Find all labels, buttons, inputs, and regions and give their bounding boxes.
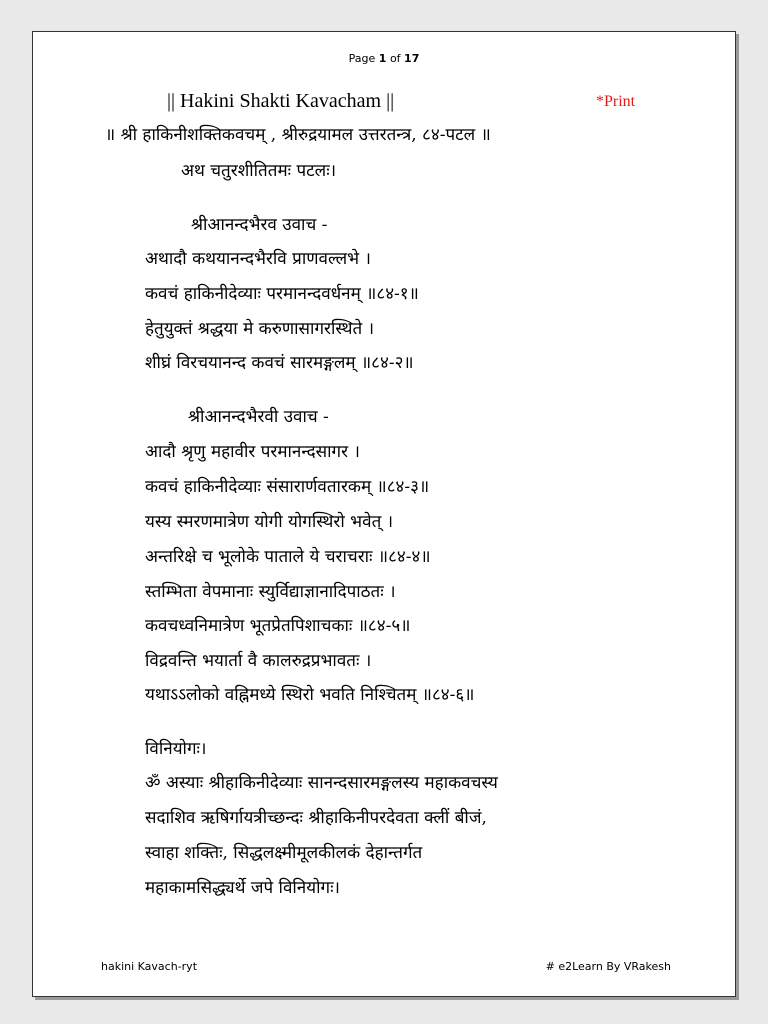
verse-line: हेतुयुक्तं श्रद्धया मे करुणासागरस्थिते । bbox=[145, 319, 375, 339]
verse-line: कवचध्वनिमात्रेण भूतप्रेतपिशाचकाः ॥८४-५॥ bbox=[145, 616, 411, 636]
verse-line: यस्य स्मरणमात्रेण योगी योगस्थिरो भवेत् । bbox=[145, 512, 394, 532]
verse-line: कवचं हाकिनीदेव्याः संसारार्णवतारकम् ॥८४-३॥ bbox=[145, 477, 430, 497]
print-link[interactable]: *Print bbox=[596, 93, 636, 110]
viniyoga-line: महाकामसिद्ध्यर्थे जपे विनियोगः। bbox=[145, 878, 340, 898]
viniyoga-line: स्वाहा शक्तिः, सिद्धलक्ष्मीमूलकीलकं देहान्तर्गत bbox=[145, 843, 423, 863]
verse-line: कवचं हाकिनीदेव्याः परमानन्दवर्धनम् ॥८४-१॥ bbox=[145, 284, 419, 304]
verse-line: विद्रवन्ति भयार्ता वै कालरुद्रप्रभावतः । bbox=[145, 651, 372, 671]
text-line-viniyoga-heading: विनियोगः। bbox=[145, 739, 207, 759]
page-number: Page 1 of 17 bbox=[348, 52, 420, 65]
footer-right: # e2Learn By VRakesh bbox=[545, 960, 671, 973]
text-line-colophon: ॥ श्री हाकिनीशक्तिकवचम् , श्रीरुद्रयामल उत्तरतन्त्र, ८४-पटल ॥ bbox=[105, 125, 491, 145]
verse-line: स्तम्भिता वेपमानाः स्युर्विद्याज्ञानादिपाठतः । bbox=[145, 582, 396, 602]
text-line-speaker: श्रीआनन्दभैरव उवाच - bbox=[191, 215, 328, 235]
document-title: || Hakini Shakti Kavacham || bbox=[167, 90, 395, 112]
viniyoga-line: सदाशिव ऋषिर्गायत्रीच्छन्दः श्रीहाकिनीपरदेवता क्लीं बीजं, bbox=[145, 808, 487, 828]
verse-line: शीघ्रं विरचयानन्द कवचं सारमङ्गलम् ॥८४-२॥ bbox=[145, 353, 414, 373]
viniyoga-line: ॐ अस्याः श्रीहाकिनीदेव्याः सानन्दसारमङ्गलस्य महाकवचस्य bbox=[145, 773, 498, 793]
verse-line: आदौ श्रृणु महावीर परमानन्दसागर । bbox=[145, 442, 360, 462]
text-line-chapter: अथ चतुरशीतितमः पटलः। bbox=[181, 161, 337, 181]
page-total: 17 bbox=[404, 52, 420, 65]
verse-line: अन्तरिक्षे च भूलोके पाताले ये चराचराः ॥८४-४॥ bbox=[145, 547, 431, 567]
text-line-speaker: श्रीआनन्दभैरवी उवाच - bbox=[188, 407, 329, 427]
page-current: 1 bbox=[378, 52, 387, 65]
verse-line: यथाऽऽलोको वह्निमध्ये स्थिरो भवति निश्चितम् ॥८४-६॥ bbox=[145, 685, 475, 705]
verse-line: अथादौ कथयानन्दभैरवि प्राणवल्लभे । bbox=[145, 249, 371, 269]
document-page bbox=[32, 31, 736, 997]
footer-left: hakini Kavach-ryt bbox=[101, 960, 198, 973]
